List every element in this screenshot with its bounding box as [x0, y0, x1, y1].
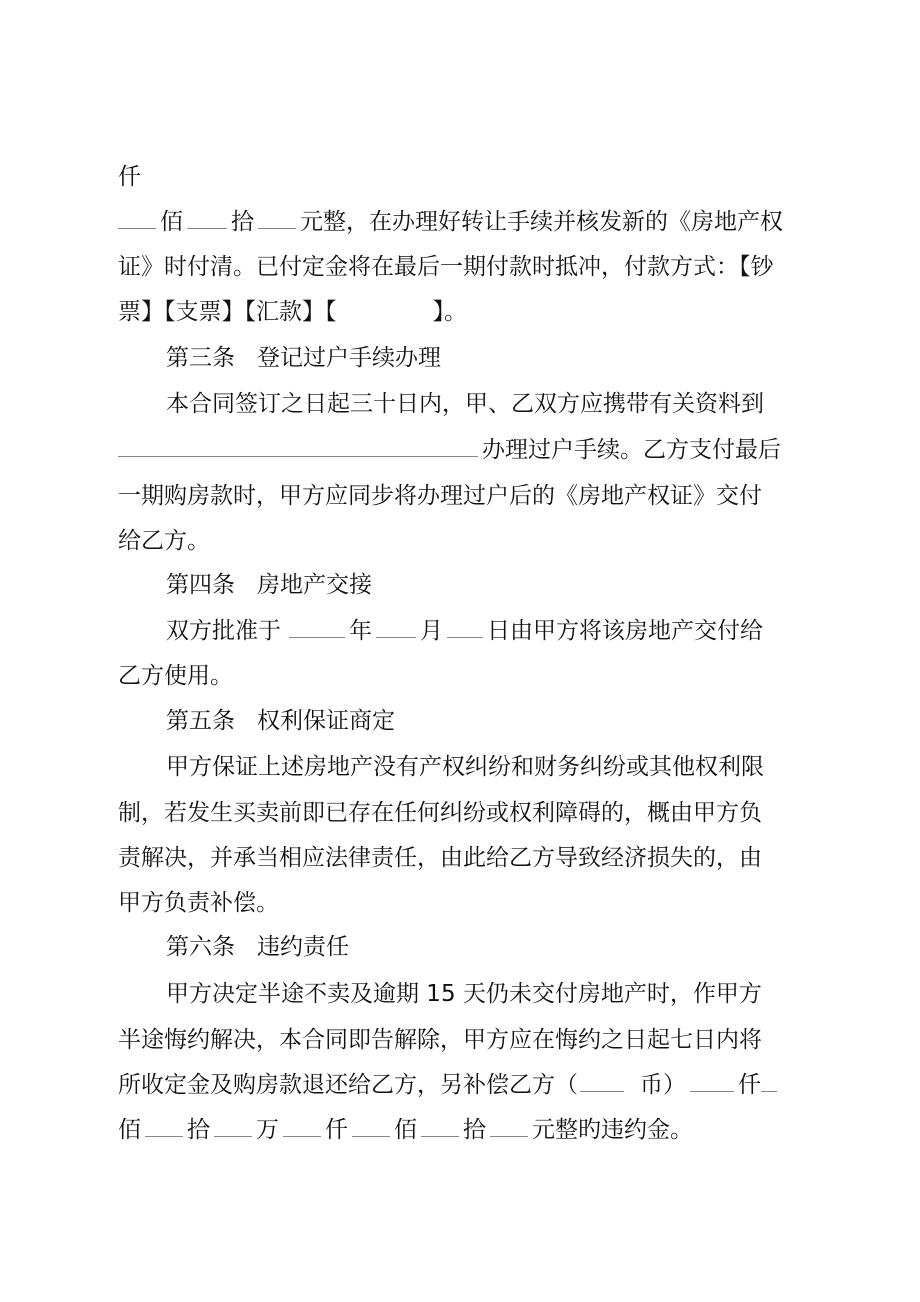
blank-field [145, 1116, 183, 1137]
text-line: 制，若发生买卖前即已存在任何纠纷或权利障碍的，概由甲方负 [118, 800, 762, 826]
blank-field [187, 208, 227, 229]
article-heading: 第六条 违约责任 [166, 934, 349, 960]
text-line: 甲方决定半途不卖及逾期 15 天仍未交付房地产时，作甲方 [166, 981, 762, 1007]
blank-field [490, 1116, 528, 1137]
text-line: 给乙方。 [118, 528, 210, 554]
blank-field [118, 436, 478, 457]
text-line: 一期购房款时，甲方应同步将办理过户后的《房地产权证》交付 [118, 483, 762, 509]
text-line: 甲方负责补偿。 [118, 890, 279, 916]
text-line: 半途悔约解决，本合同即告解除，甲方应在悔约之日起七日内将 [118, 1027, 762, 1053]
text-line: 甲方保证上述房地产没有产权纠纷和财务纠纷或其他权利限 [166, 754, 764, 780]
article-heading: 第三条 登记过户手续办理 [166, 345, 441, 371]
text-line: 本合同签订之日起三十日内，甲、乙双方应携带有关资料到 [166, 391, 764, 417]
text-line: 所收定金及购房款退还给乙方，另补偿乙方（ 币） 仟 [118, 1070, 818, 1100]
article-heading: 第四条 房地产交接 [166, 572, 372, 598]
blank-field [421, 1116, 459, 1137]
text-line: 办理过户手续。乙方支付最后 [118, 435, 818, 465]
article-heading: 第五条 权利保证商定 [166, 708, 395, 734]
blank-field [283, 1116, 321, 1137]
blank-field [352, 1116, 390, 1137]
blank-field [376, 617, 416, 638]
text-line: 佰 拾 元整，在办理好转让手续并核发新的《房地产权 [118, 207, 818, 237]
blank-field [289, 617, 345, 638]
blank-field [258, 208, 296, 229]
blank-field [447, 617, 483, 638]
blank-field [690, 1071, 734, 1092]
text-line: 仟 [118, 164, 141, 190]
text-line: 双方批准于 年 月 日由甲方将该房地产交付给 [166, 618, 763, 644]
blank-field [761, 1071, 777, 1092]
text-line: 乙方使用。 [118, 663, 233, 689]
text-line: 责解决，并承当相应法律责任，由此给乙方导致经济损失的，由 [118, 845, 762, 871]
text-line: 票】【支票】【汇款】【 】。 [118, 299, 467, 325]
text-line: 佰 拾 万 仟 佰 拾 元整旳违约金。 [118, 1117, 693, 1143]
blank-field [214, 1116, 252, 1137]
text-line: 证》时付清。已付定金将在最后一期付款时抵冲，付款方式：【钞 [118, 254, 774, 280]
blank-field [580, 1071, 624, 1092]
blank-field [118, 208, 156, 229]
